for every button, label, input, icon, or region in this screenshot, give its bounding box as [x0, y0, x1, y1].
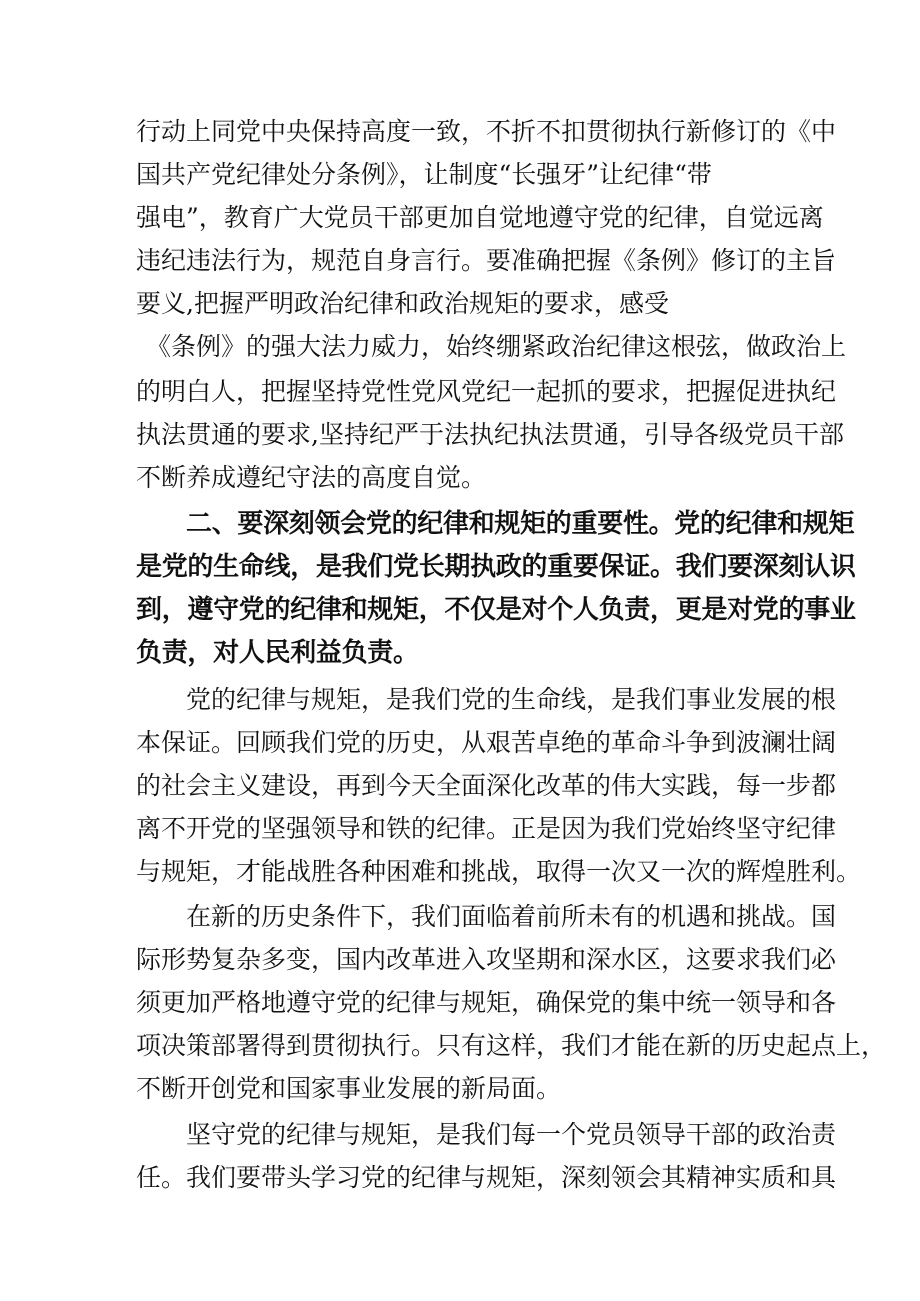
text-line: 本保证。回顾我们党的历史，从艰苦卓绝的革命斗争到波澜壮阔 — [136, 728, 837, 757]
section-heading-line: 负责，对人民利益负责。 — [136, 638, 419, 668]
text-line: 行动上同党中央保持高度一致，不折不扣贯彻执行新修订的《中 — [136, 117, 837, 146]
text-line: 离不开党的坚强领导和铁的纪律。正是因为我们党始终坚守纪律 — [136, 814, 837, 843]
text-line: 国共产党纪律处分条例》，让制度“长强牙”让纪律“带 — [136, 160, 712, 189]
text-line: 的社会主义建设，再到今天全面深化改革的伟大实践，每一步都 — [136, 771, 837, 800]
text-line: 际形势复杂多变，国内改革进入攻坚期和深水区，这要求我们必 — [136, 945, 837, 974]
text-line: 违纪违法行为，规范自身言行。要准确把握《条例》修订的主旨 — [136, 246, 837, 275]
text-line: 的明白人，把握坚持党性党风党纪一起抓的要求，把握促进执纪 — [136, 377, 837, 406]
section-heading-line: 到，遵守党的纪律和规矩，不仅是对个人负责，更是对党的事业 — [136, 595, 856, 625]
paragraph-first-line: 坚守党的纪律与规矩，是我们每一个党员领导干部的政治责 — [186, 1120, 837, 1149]
paragraph-first-line: 党的纪律与规矩，是我们党的生命线，是我们事业发展的根 — [186, 685, 837, 714]
text-line: 须更加严格地遵守党的纪律与规矩，确保党的集中统一领导和各 — [136, 988, 837, 1017]
text-line: 执法贯通的要求,坚持纪严于法执纪执法贯通，引导各级党员干部 — [136, 420, 844, 449]
paragraph-first-line: 在新的历史条件下，我们面临着前所未有的机遇和挑战。国 — [186, 902, 837, 931]
text-line: 与规矩，才能战胜各种困难和挑战，取得一次又一次的辉煌胜利。 — [136, 857, 862, 886]
text-line: 任。我们要带头学习党的纪律与规矩，深刻领会其精神实质和具 — [136, 1163, 837, 1192]
section-heading: 二、要深刻领会党的纪律和规矩的重要性。党的纪律和规矩 — [186, 509, 855, 539]
text-line: 项决策部署得到贯彻执行。只有这样，我们才能在新的历史起点上， — [136, 1031, 887, 1060]
text-line: 强电”，教育广大党员干部更加自觉地遵守党的纪律，自觉远离 — [136, 203, 824, 232]
text-line: 《条例》的强大法力威力，始终绷紧政治纪律这根弦，做政治上 — [146, 332, 847, 361]
text-line: 要义,把握严明政治纪律和政治规矩的要求，感受 — [136, 289, 669, 318]
text-line: 不断养成遵纪守法的高度自觉。 — [136, 463, 487, 492]
section-heading-line: 是党的生命线，是我们党长期执政的重要保证。我们要深刻认识 — [136, 552, 856, 582]
text-line: 不断开创党和国家事业发展的新局面。 — [136, 1074, 562, 1103]
